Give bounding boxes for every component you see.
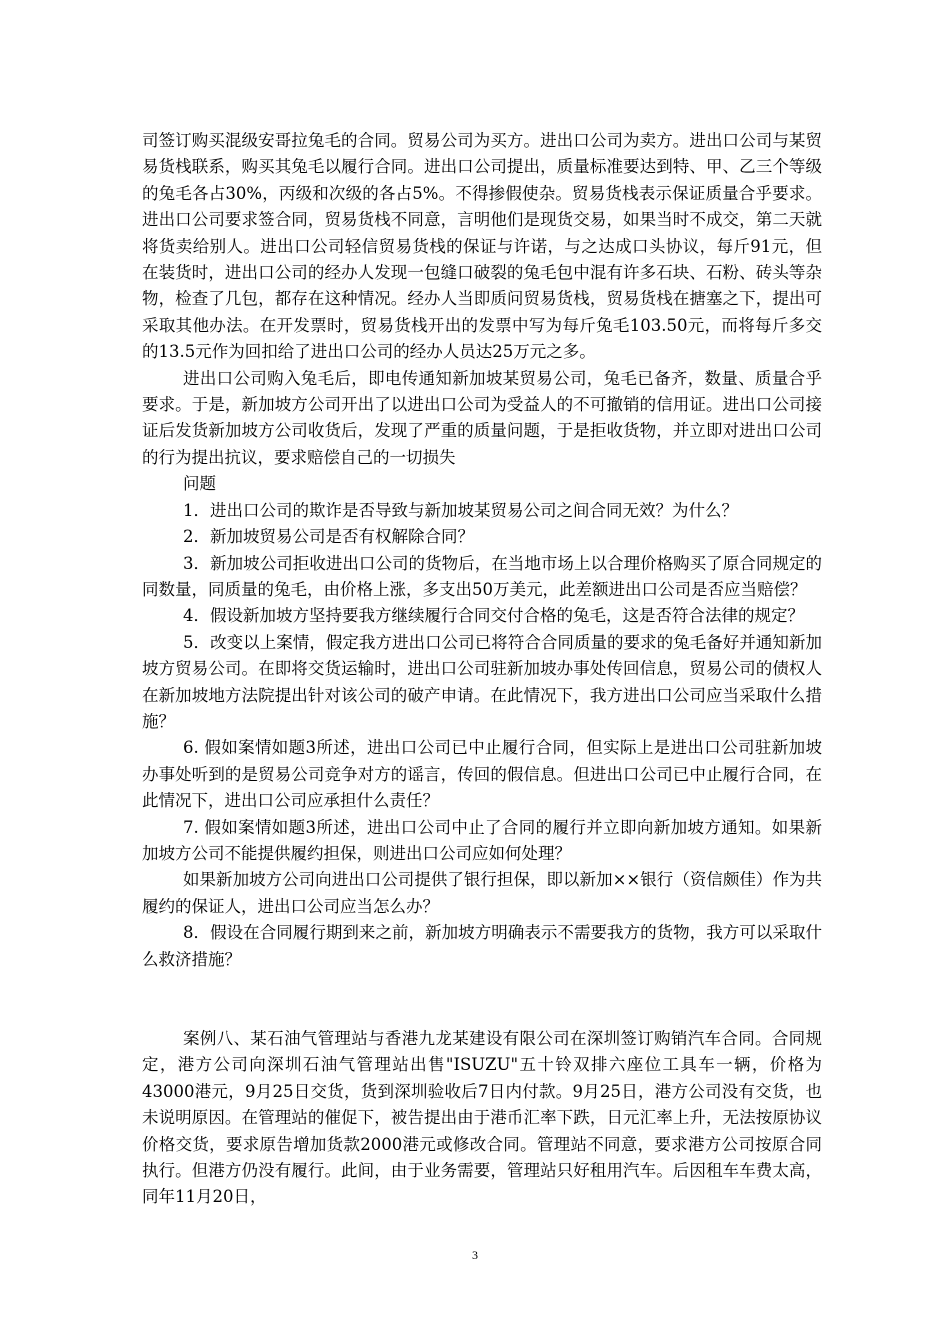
question-2: 2．新加坡贸易公司是否有权解除合同？ [183, 527, 474, 547]
page-number: 3 [472, 1248, 478, 1262]
question-1: 1．进出口公司的欺诈是否导致与新加坡某贸易公司之间合同无效？为什么？ [183, 500, 738, 520]
question-4: 4．假设新加坡方坚持要我方继续履行合同交付合格的兔毛，这是否符合法律的规定？ [183, 606, 804, 626]
paragraph-case-continuation-2: 进出口公司购入兔毛后，即电传通知新加坡某贸易公司，兔毛已备齐，数量、质量合乎要求。于是，新加坡方公司开出了以进出口公司为受益人的不可撤销的信用证。进出口公司接证后发货新加坡方公司收货后，发现了严重的质量问题，于是拒收货物，并立即对进出口公司的行为提出抗议，要求赔偿自己的一切损失 [142, 368, 822, 467]
case-eight-paragraph: 案例八、某石油气管理站与香港九龙某建设有限公司在深圳签订购销汽车合同。合同规定，港方公司向深圳石油气管理站出售"ISUZU"五十铃双排六座位工具车一辆，价格为43000港元，9月25日交货，货到深圳验收后7日内付款。9月25日，港方公司没有交货，也未说明原因。在管理站的催促下，被告提出由于港币汇率下跌，日元汇率上升，无法按原协议价格交货，要求原告增加货款2000港元或修改合同。管理站不同意，要求港方公司按原合同执行。但港方仍没有履行。此间，由于业务需要，管理站只好租用汽车。后因租车车费太高，同年11月20日， [142, 1029, 822, 1207]
question-5: 5．改变以上案情，假定我方进出口公司已将符合合同质量的要求的兔毛备好并通知新加坡方贸易公司。在即将交货运输时，进出口公司驻新加坡办事处传回信息，贸易公司的债权人在新加坡地方法院提出针对该公司的破产申请。在此情况下，我方进出口公司应当采取什么措施？ [142, 632, 822, 731]
question-7: 7. 假如案情如题3所述，进出口公司中止了合同的履行并立即向新加坡方通知。如果新加坡方公司不能提供履约担保，则进出口公司应如何处理？ [142, 817, 822, 863]
paragraph-case-continuation: 司签订购买混级安哥拉兔毛的合同。贸易公司为买方。进出口公司为卖方。进出口公司与某贸易货栈联系，购买其兔毛以履行合同。进出口公司提出，质量标准要达到特、甲、乙三个等级的兔毛各占30%，丙级和次级的各占5%。不得掺假使杂。贸易货栈表示保证质量合乎要求。进出口公司要求签合同，贸易货栈不同意，言明他们是现货交易，如果当时不成交，第二天就将货卖给别人。进出口公司轻信贸易货栈的保证与许诺，与之达成口头协议，每斤91元，但在装货时，进出口公司的经办人发现一包缝口破裂的兔毛包中混有许多石块、石粉、砖头等杂物，检查了几包，都存在这种情况。经办人当即质问贸易货栈，贸易货栈在搪塞之下，提出可采取其他办法。在开发票时，贸易货栈开出的发票中写为每斤兔毛103.50元，而将每斤多交的13.5元作为回扣给了进出口公司的经办人员达25万元之多。 [142, 131, 822, 362]
question-6: 6. 假如案情如题3所述，进出口公司已中止履行合同，但实际上是进出口公司驻新加坡办事处听到的是贸易公司竞争对方的谣言，传回的假信息。但进出口公司已中止履行合同，在此情况下，进出口公司应承担什么责任？ [142, 738, 822, 811]
question-8: 8．假设在合同履行期到来之前，新加坡方明确表示不需要我方的货物，我方可以采取什么救济措施？ [142, 923, 822, 969]
body-text [142, 128, 822, 1211]
questions-heading: 问题 [183, 474, 216, 494]
question-7-followup: 如果新加坡方公司向进出口公司提供了银行担保，即以新加××银行（资信颇佳）作为共履约的保证人，进出口公司应当怎么办？ [142, 870, 822, 916]
question-3: 3．新加坡公司拒收进出口公司的货物后，在当地市场上以合理价格购买了原合同规定的同数量，同质量的兔毛，由价格上涨，多支出50万美元，此差额进出口公司是否应当赔偿？ [142, 553, 822, 599]
